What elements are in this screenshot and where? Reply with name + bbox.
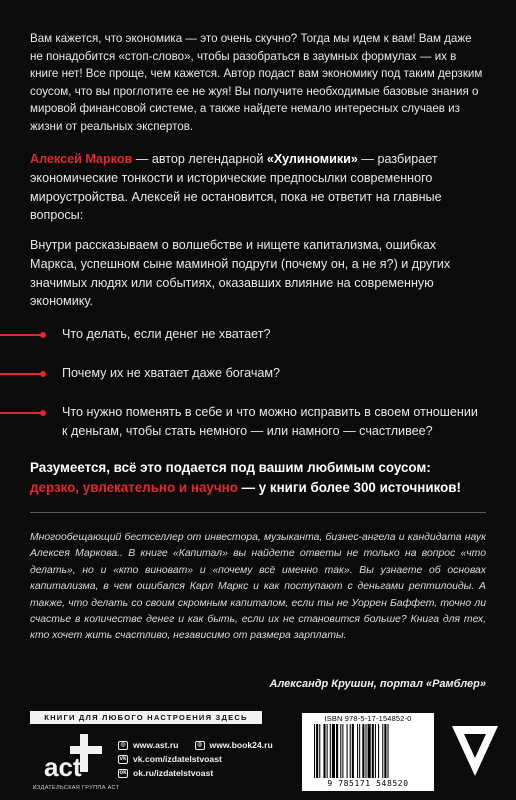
links-row-sites xyxy=(118,738,289,752)
question-text: Что нужно поменять в себе и что можно исправить в своем отношении к деньгам, чтобы стать немного — или намного — счастливее? xyxy=(62,405,478,438)
globe-icon: ◍ xyxy=(118,741,128,750)
red-rule xyxy=(0,412,42,414)
globe-icon: ◍ xyxy=(195,741,205,750)
logo-text: act xyxy=(44,752,82,782)
intro-paragraph: Вам кажется, что экономика — это очень скучно? Тогда мы идем к вам! Вам даже не понадобится «стоп-слово», чтобы разобраться в заумных формулах — их в книге нет! Все проще, чем кажется. Автор подаст вам экономику под таким дерзким соусом, что вы проглотите ее не жуя! Вы получите необходимые базовые знания о мировой финансовой системе, а также найдете немало интересных случаев из жизни от реальных экспертов. xyxy=(30,32,483,133)
author-text-1: — автор легендарной xyxy=(132,152,267,166)
red-rule xyxy=(0,373,42,375)
slogan-line-1: Разумеется, всё это подается под вашим любимым соусом: xyxy=(30,460,431,475)
question-text: Почему их не хватает даже богачам? xyxy=(62,366,281,380)
ast-logo-icon xyxy=(40,732,110,784)
bullet-dot-icon xyxy=(40,332,46,338)
vk-link[interactable]: vk vk.com/izdatelstvoast xyxy=(119,754,222,764)
barcode-digits: 9 785171 548520 xyxy=(327,779,409,788)
links-row-ok xyxy=(118,766,289,780)
barcode-icon xyxy=(314,724,422,778)
publisher-name: ИЗДАТЕЛЬСКАЯ ГРУППА АСТ xyxy=(32,785,120,791)
barcode-panel xyxy=(302,713,434,791)
slogan xyxy=(30,458,486,498)
links-row-vk xyxy=(118,752,289,766)
publisher-links xyxy=(118,738,289,780)
slogan-rest: — у книги более 300 источников! xyxy=(237,480,461,495)
author-paragraph xyxy=(30,150,486,225)
promo-banner: КНИГИ ДЛЯ ЛЮБОГО НАСТРОЕНИЯ ЗДЕСЬ xyxy=(30,711,262,724)
slogan-red: дерзко, увлекательно и научно xyxy=(30,480,238,495)
red-rule xyxy=(0,334,42,336)
divider xyxy=(30,512,486,513)
site-link-ast[interactable]: ◍ www.ast.ru xyxy=(118,740,179,750)
vk-icon: vk xyxy=(119,755,127,762)
inside-paragraph: Внутри рассказываем о волшебстве и нищете капитализма, ошибках Маркса, успешном сыне маминой подруги (почему он, а не я?) и других значимых людях или событиях, оказавших влияние на современную экономику. xyxy=(30,238,451,309)
publisher-v-logo-icon xyxy=(450,720,500,780)
ok-link[interactable]: ok ok.ru/izdatelstvoast xyxy=(119,768,214,778)
author-text-2: — разбирает экономические тонкости и исторические предпосылки современного мироустройства. Алексей не остановится, пока не ответит на главные вопросы: xyxy=(30,152,442,223)
bullet-dot-icon xyxy=(40,371,46,377)
ok-icon: ok xyxy=(119,769,127,776)
site-link-book24[interactable]: ◍ www.book24.ru xyxy=(195,740,273,750)
bullet-dot-icon xyxy=(40,410,46,416)
review-quote: Многообещающий бестселлер от инвестора, музыканта, бизнес-ангела и кандидата наук Алексея Маркова.. В книге «Капитал» вы найдете ответы не только на вопрос «что делать», но и «кто виноват» и «почему всё именно так». Вы узнаете об основах капитализма, в чем ошибался Карл Маркс и как поступают с деньгами рептилоиды. А также, что делать со своим скромным капиталом, если ты не Уоррен Баффет, точно ли счастье в количестве денег и как быть, если их не становится больше? Книга для тех, кто хочет жить счастливо, независимо от размера зарплаты. xyxy=(30,532,486,642)
book-title: «Хулиномики» xyxy=(266,152,358,166)
review-signature: Александр Крушин, портал «Рамблер» xyxy=(269,678,486,690)
isbn-text: ISBN 978-5-17-154852-0 xyxy=(324,714,412,723)
author-name: Алексей Марков xyxy=(30,152,133,166)
question-text: Что делать, если денег не хватает? xyxy=(62,327,271,341)
